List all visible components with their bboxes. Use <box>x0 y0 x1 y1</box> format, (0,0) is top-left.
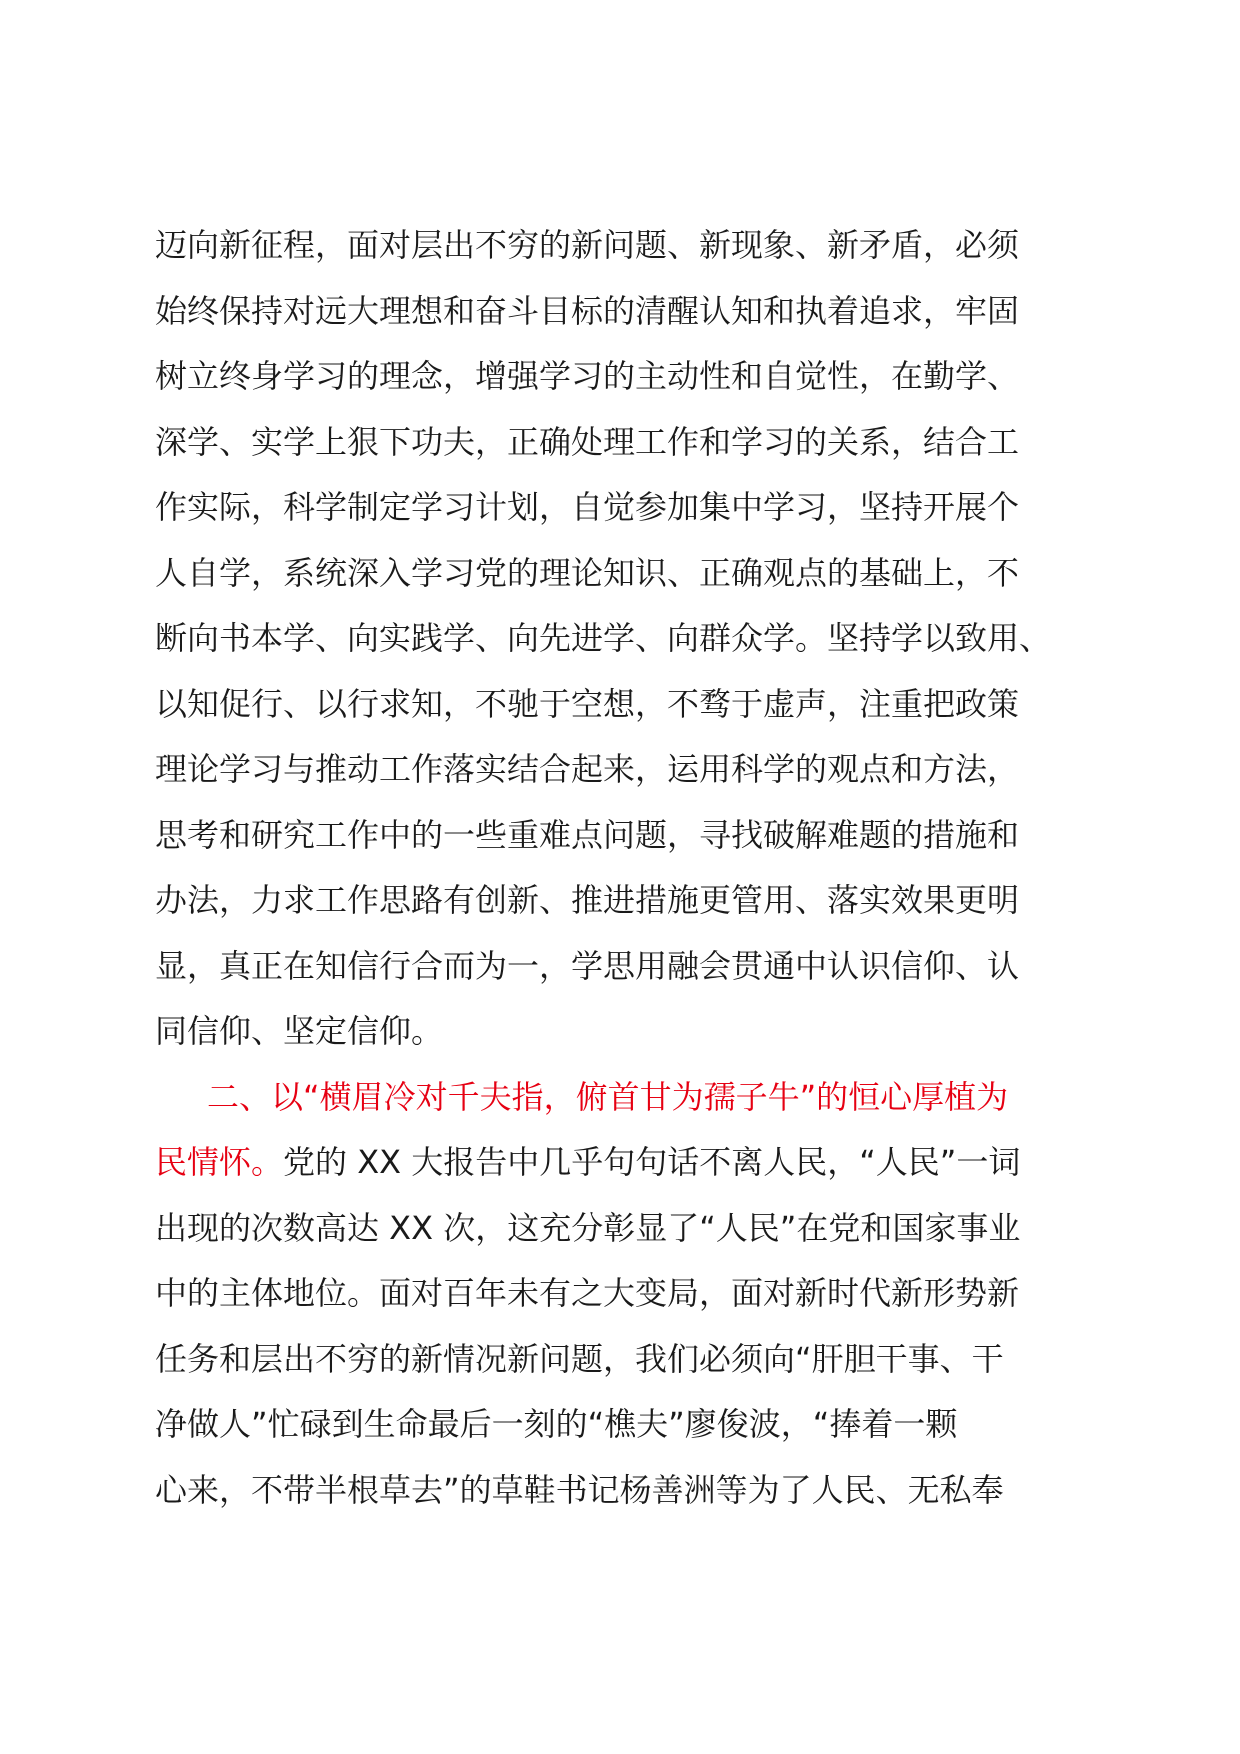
section-heading: 二、以“横眉冷对千夫指，俯首甘为孺子牛”的恒心厚植为 <box>207 1077 1009 1116</box>
text-line: 树立终身学习的理念，增强学习的主动性和自觉性，在勤学、 <box>155 357 1020 395</box>
text-line: 出现的次数高达 XX 次，这充分彰显了“人民”在党和国家事业 <box>155 1208 1021 1247</box>
text-line: 作实际，科学制定学习计划，自觉参加集中学习，坚持开展个 <box>155 488 1020 526</box>
text-line <box>155 1130 1095 1196</box>
text-line: 人自学，系统深入学习党的理论知识、正确观点的基础上，不 <box>155 553 1020 592</box>
text-line: 显，真正在知信行合而为一，学思用融会贯通中认识信仰、认 <box>155 946 1020 985</box>
text-run: 党的 XX 大报告中几乎句句话不离人民，“人民”一词 <box>283 1143 1021 1181</box>
text-line: 迈向新征程，面对层出不穷的新问题、新现象、新矛盾，必须 <box>155 226 1020 264</box>
paragraph-study <box>155 213 1095 1065</box>
document-body <box>155 213 1095 1523</box>
text-line: 心来，不带半根草去”的草鞋书记杨善洲等为了人民、无私奉 <box>155 1470 1004 1509</box>
paragraph-people <box>155 1065 1095 1524</box>
section-heading-line <box>155 1065 1095 1131</box>
text-line: 深学、实学上狠下功夫，正确处理工作和学习的关系，结合工 <box>155 422 1020 461</box>
text-line: 理论学习与推动工作落实结合起来，运用科学的观点和方法， <box>155 750 1020 788</box>
section-heading-end: 民情怀。 <box>155 1143 284 1181</box>
text-line: 中的主体地位。面对百年未有之大变局，面对新时代新形势新 <box>155 1274 1020 1312</box>
text-line: 以知促行、以行求知，不驰于空想，不骛于虚声，注重把政策 <box>155 684 1020 723</box>
text-line: 断向书本学、向实践学、向先进学、向群众学。坚持学以致用、 <box>155 619 1052 657</box>
text-line: 任务和层出不穷的新情况新问题，我们必须向“肝胆干事、干 <box>155 1339 1004 1378</box>
text-line: 办法，力求工作思路有创新、推进措施更管用、落实效果更明 <box>155 881 1020 919</box>
text-line: 净做人”忙碌到生命最后一刻的“樵夫”廖俊波，“捧着一颗 <box>155 1405 958 1443</box>
text-line: 思考和研究工作中的一些重难点问题，寻找破解难题的措施和 <box>155 815 1020 854</box>
text-line: 始终保持对远大理想和奋斗目标的清醒认知和执着追求，牢固 <box>155 291 1020 330</box>
text-line: 同信仰、坚定信仰。 <box>155 1012 444 1050</box>
